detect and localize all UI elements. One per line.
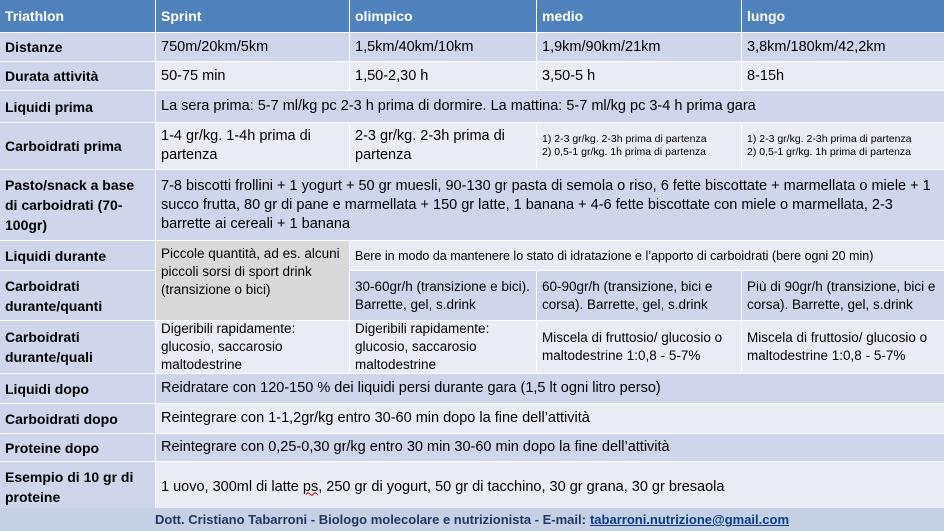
header-olimpico: olimpico [350, 0, 536, 32]
carbo-prima-lungo-line1: 1) 2-3 gr/kg. 2-3h prima di partenza [747, 133, 912, 145]
carbo-prima-lungo-line2: 2) 0,5-1 gr/kg. 1h prima di partenza [747, 146, 912, 158]
cell-pasto-snack: 7-8 biscotti frollini + 1 yogurt + 50 gr muesli, 90-130 gr pasta di semola o riso, 6 fette biscottate + marmellata o miele + 1 succo frutta, 80 gr di pane e marmellata + 150 gr latte, 1 banana + 4-6 fette biscottate con miele o marmellata, 2-3 barrette ai cereali + 1 banana [156, 170, 944, 240]
cell-carbo-quanti-olimpico: 30-60gr/h (transizione e bici). Barrette, gel, s.drink [350, 271, 536, 320]
header-medio: medio [537, 0, 741, 32]
row-label-carbo-quanti: Carboidrati durante/quanti [0, 271, 155, 320]
cell-carbo-prima-lungo [742, 123, 944, 169]
cell-distanze-medio: 1,9km/90km/21km [537, 33, 741, 61]
cell-carbo-prima-medio [537, 123, 741, 169]
carbo-prima-medio-line2: 2) 0,5-1 gr/kg. 1h prima di partenza [542, 146, 707, 158]
row-label-esempio-proteine: Esempio di 10 gr di proteine [0, 462, 155, 512]
row-label-liquidi-durante: Liquidi durante [0, 241, 155, 270]
header-lungo: lungo [742, 0, 944, 32]
row-label-carbo-quali: Carboidrati durante/quali [0, 321, 155, 373]
row-label-liquidi-prima: Liquidi prima [0, 91, 155, 122]
cell-carbo-quali-lungo: Miscela di fruttosio/ glucosio o maltodestrine 1:0,8 - 5-7% [742, 321, 944, 373]
row-label-pasto-snack: Pasto/snack a base di carboidrati (70-100gr) [0, 170, 155, 240]
cell-carbo-dopo: Reintegrare con 1-1,2gr/kg entro 30-60 min dopo la fine dell’attività [156, 404, 944, 433]
row-label-liquidi-dopo: Liquidi dopo [0, 374, 155, 403]
cell-liquidi-dopo: Reidratare con 120-150 % dei liquidi persi durante gara (1,5 lt ogni litro perso) [156, 374, 944, 403]
footer-text: Dott. Cristiano Tabarroni - Biologo molecolare e nutrizionista - E-mail: [155, 512, 586, 527]
esempio-text-part2: , 250 gr di yogurt, 50 gr di tacchino, 30 gr grana, 30 gr bresaola [318, 478, 725, 495]
cell-carbo-quali-medio: Miscela di fruttosio/ glucosio o maltodestrine 1:0,8 - 5-7% [537, 321, 741, 373]
cell-distanze-sprint: 750m/20km/5km [156, 33, 349, 61]
cell-esempio-proteine [156, 462, 944, 512]
row-label-carbo-dopo: Carboidrati dopo [0, 404, 155, 433]
footer-email-link[interactable]: tabarroni.nutrizione@gmail.com [589, 512, 789, 527]
cell-distanze-lungo: 3,8km/180km/42,2km [742, 33, 944, 61]
cell-carbo-prima-olimpico: 2-3 gr/kg. 2-3h prima di partenza [350, 123, 536, 169]
cell-carbo-quali-olimpico: Digeribili rapidamente: glucosio, saccarosio maltodestrine [350, 321, 536, 373]
cell-durata-lungo: 8-15h [742, 62, 944, 90]
footer-credits [0, 508, 944, 531]
header-triathlon: Triathlon [0, 0, 155, 32]
cell-liquidi-prima: La sera prima: 5-7 ml/kg pc 2-3 h prima di dormire. La mattina: 5-7 ml/kg pc 3-4 h prima gara [156, 91, 944, 122]
cell-proteine-dopo: Reintegrare con 0,25-0,30 gr/kg entro 30 min 30-60 min dopo la fine dell’attività [156, 434, 944, 461]
cell-liquidi-durante: Bere in modo da mantenere lo stato di idratazione e l’apporto di carboidrati (bere ogni 20 min) [350, 241, 944, 270]
cell-carbo-prima-sprint: 1-4 gr/kg. 1-4h prima di partenza [156, 123, 349, 169]
row-label-carboidrati-prima: Carboidrati prima [0, 123, 155, 169]
cell-carbo-quanti-lungo: Più di 90gr/h (transizione, bici e corsa). Barrette, gel, s.drink [742, 271, 944, 320]
row-label-durata: Durata attività [0, 62, 155, 90]
header-sprint: Sprint [156, 0, 349, 32]
esempio-text-ps: ps [302, 478, 319, 495]
row-label-proteine-dopo: Proteine dopo [0, 434, 155, 461]
cell-carbo-quali-sprint: Digeribili rapidamente: glucosio, saccarosio maltodestrine [156, 321, 349, 373]
cell-distanze-olimpico: 1,5km/40km/10km [350, 33, 536, 61]
row-label-distanze: Distanze [0, 33, 155, 61]
cell-durata-medio: 3,50-5 h [537, 62, 741, 90]
cell-durata-sprint: 50-75 min [156, 62, 349, 90]
esempio-text-part1: 1 uovo, 300ml di latte [161, 478, 303, 495]
cell-carbo-quanti-medio: 60-90gr/h (transizione, bici e corsa). Barrette, gel, s.drink [537, 271, 741, 320]
cell-liquidi-carbo-durante-sprint: Piccole quantità, ad es. alcuni piccoli sorsi di sport drink (transizione o bici) [156, 241, 349, 320]
carbo-prima-medio-line1: 1) 2-3 gr/kg. 2-3h prima di partenza [542, 133, 707, 145]
cell-durata-olimpico: 1,50-2,30 h [350, 62, 536, 90]
